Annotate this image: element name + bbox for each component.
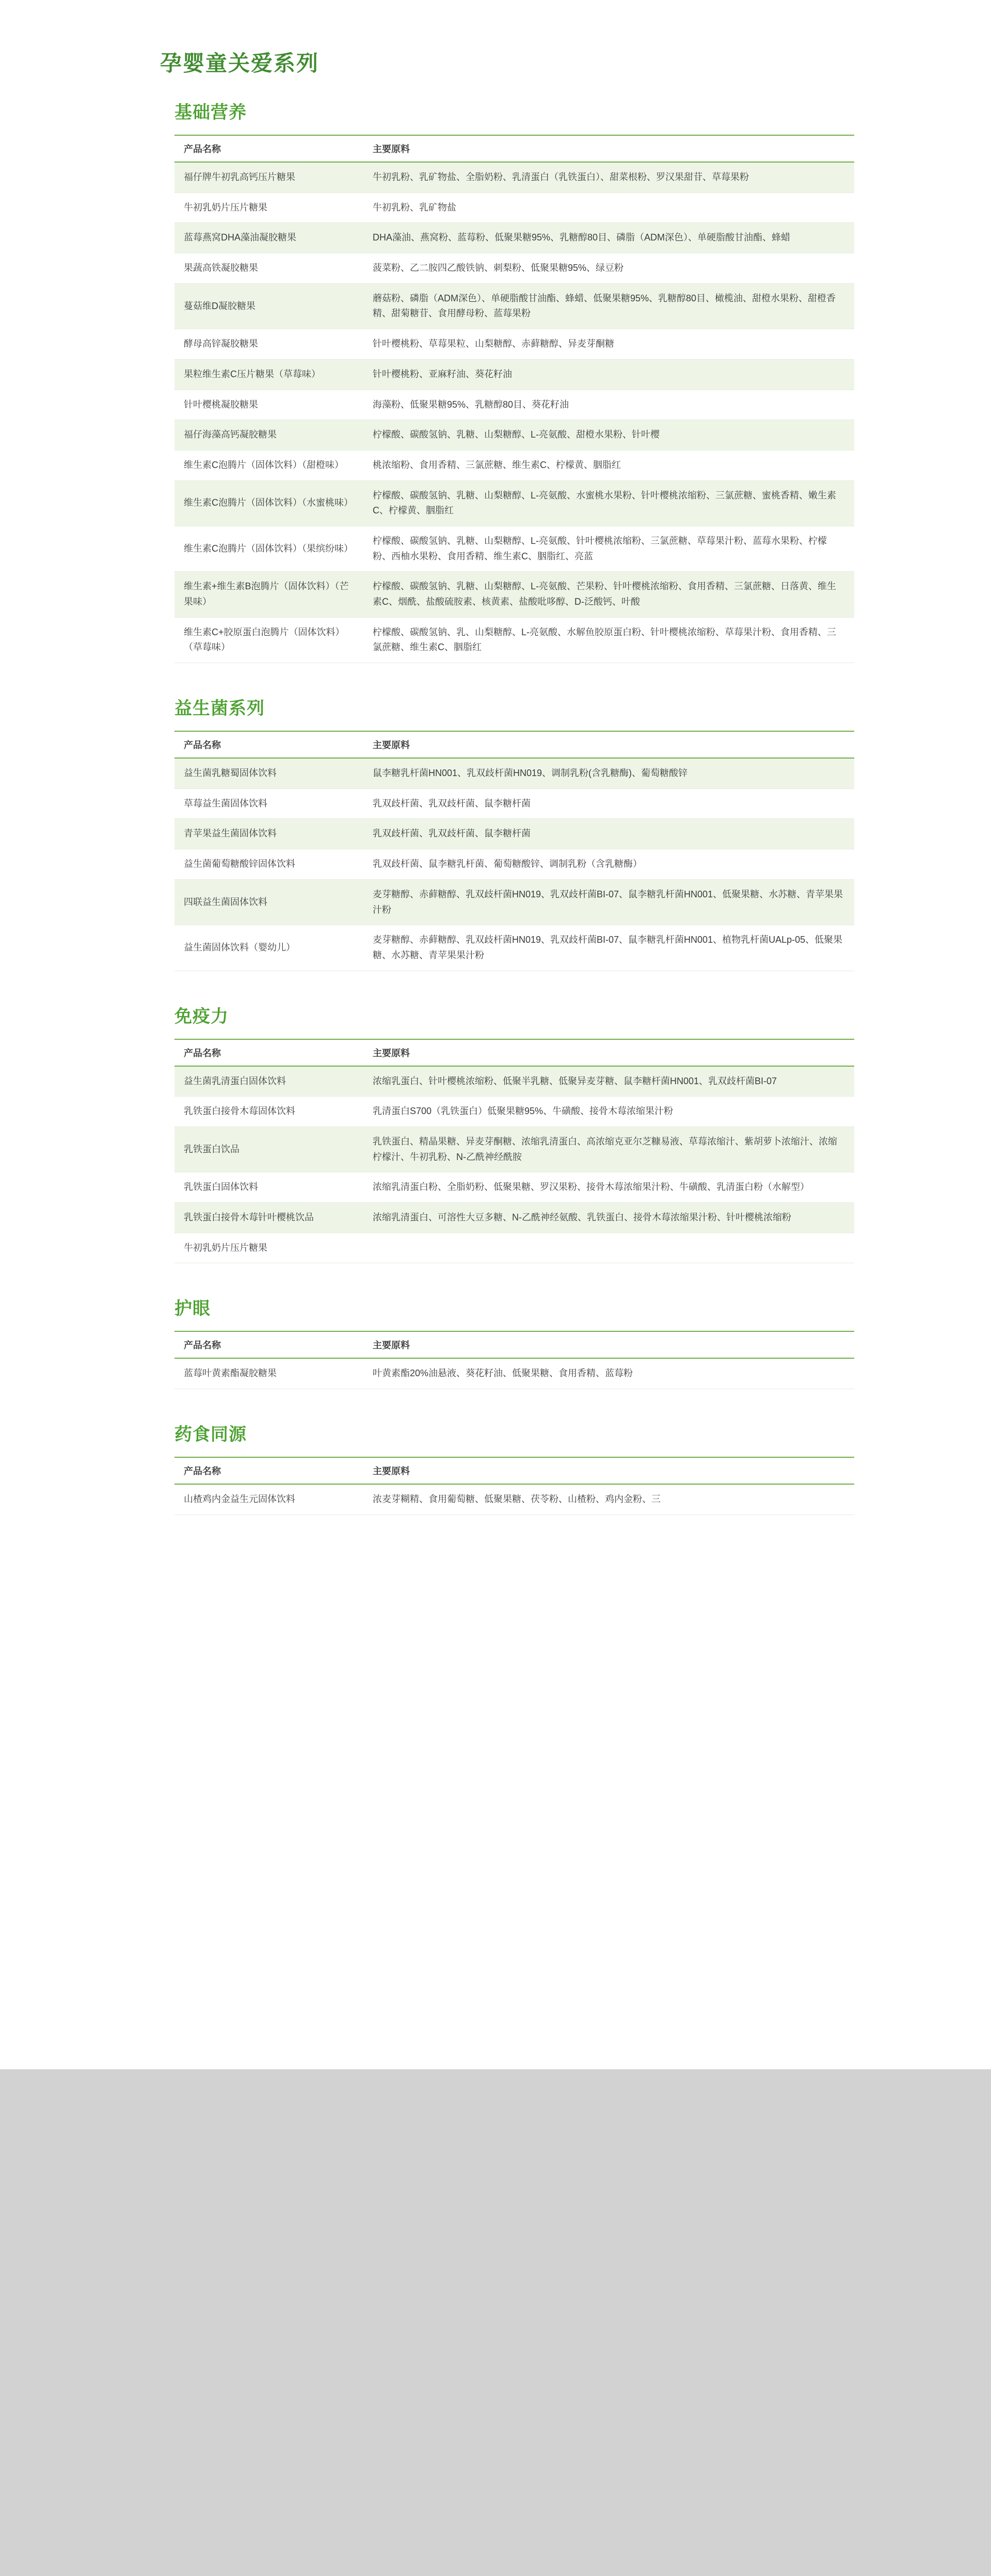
product-name: 益生菌固体饮料（婴幼儿） (174, 925, 363, 971)
product-table (174, 1457, 854, 1515)
product-ingredients: 麦芽糖醇、赤藓糖醇、乳双歧杆菌HN019、乳双歧杆菌BI-07、鼠李糖乳杆菌HN001、低聚果糖、水苏糖、青苹果果汁粉 (363, 879, 854, 925)
table-header-row (174, 1331, 854, 1358)
table-row (174, 788, 854, 819)
product-ingredients: 浓缩乳清蛋白粉、全脂奶粉、低聚果糖、罗汉果粉、接骨木莓浓缩果汁粉、牛磺酸、乳清蛋白粉（水解型） (363, 1172, 854, 1203)
page-bottom-overlay (0, 2069, 991, 2576)
table-row (174, 390, 854, 420)
product-ingredients (363, 1233, 854, 1263)
table-row (174, 819, 854, 849)
section-medicine-food (155, 1420, 836, 1515)
column-header-ingredients: 主要原料 (363, 1331, 854, 1358)
product-name: 益生菌乳糖蜀固体饮料 (174, 758, 363, 788)
product-ingredients: 桃浓缩粉、食用香精、三氯蔗糖、维生素C、柠檬黄、胭脂红 (363, 450, 854, 480)
product-name: 青苹果益生菌固体饮料 (174, 819, 363, 849)
table-header-row (174, 1457, 854, 1484)
product-ingredients: 麦芽糖醇、赤藓糖醇、乳双歧杆菌HN019、乳双歧杆菌BI-07、鼠李糖乳杆菌HN001、植物乳杆菌UALp-05、低聚果糖、水苏糖、青苹果果汁粉 (363, 925, 854, 971)
table-row (174, 1484, 854, 1515)
product-name: 果粒维生素C压片糖果（草莓味） (174, 359, 363, 390)
product-table (174, 135, 854, 663)
product-ingredients: 针叶樱桃粉、亚麻籽油、葵花籽油 (363, 359, 854, 390)
section-title: 免疫力 (174, 1006, 229, 1026)
table-row (174, 1203, 854, 1233)
table-row (174, 925, 854, 971)
product-name: 维生素C+胶原蛋白泡腾片（固体饮料）（草莓味） (174, 617, 363, 663)
table-row (174, 223, 854, 253)
table-row (174, 526, 854, 571)
product-name: 四联益生菌固体饮料 (174, 879, 363, 925)
product-ingredients: 乳双歧杆菌、乳双歧杆菌、鼠李糖杆菌 (363, 788, 854, 819)
table-row (174, 1126, 854, 1172)
product-table (174, 731, 854, 971)
table-row (174, 359, 854, 390)
table-row (174, 480, 854, 526)
product-name: 乳铁蛋白饮品 (174, 1126, 363, 1172)
section-title: 护眼 (174, 1299, 211, 1319)
product-name: 蓝莓燕窝DHA藻油凝胶糖果 (174, 223, 363, 253)
product-table (174, 1331, 854, 1389)
column-header-ingredients: 主要原料 (363, 1457, 854, 1484)
product-ingredients: 浓麦芽糊精、食用葡萄糖、低聚果糖、茯苓粉、山楂粉、鸡内金粉、三 (363, 1484, 854, 1515)
product-name: 蔓菇维D凝胶糖果 (174, 283, 363, 329)
product-name: 乳铁蛋白固体饮料 (174, 1172, 363, 1203)
product-name: 针叶樱桃凝胶糖果 (174, 390, 363, 420)
product-name: 酵母高锌凝胶糖果 (174, 329, 363, 360)
section-eye-care (155, 1294, 836, 1389)
product-ingredients: 柠檬酸、碳酸氢钠、乳糖、山梨糖醇、L-亮氨酸、甜橙水果粉、针叶樱 (363, 420, 854, 450)
product-name: 乳铁蛋白接骨木莓固体饮料 (174, 1097, 363, 1127)
product-ingredients: 乳双歧杆菌、乳双歧杆菌、鼠李糖杆菌 (363, 819, 854, 849)
product-name: 山楂鸡内金益生元固体饮料 (174, 1484, 363, 1515)
table-header-row (174, 135, 854, 162)
product-name: 维生素+维生素B泡腾片（固体饮料）（芒果味） (174, 572, 363, 617)
column-header-name: 产品名称 (174, 1457, 363, 1484)
product-ingredients: 乳铁蛋白、精晶果糖、异麦芽酮糖、浓缩乳清蛋白、高浓缩克亚尔芝糠易液、草莓浓缩汁、紫胡萝卜浓缩汁、浓缩柠檬汁、牛初乳粉、N-乙酰神经酰胺 (363, 1126, 854, 1172)
table-row (174, 283, 854, 329)
column-header-name: 产品名称 (174, 135, 363, 162)
table-row (174, 1358, 854, 1389)
section-probiotics (155, 694, 843, 971)
product-name: 福仔牌牛初乳高钙压片糖果 (174, 162, 363, 192)
section-immunity (155, 1002, 836, 1264)
table-row (174, 1233, 854, 1263)
product-name: 果蔬高铁凝胶糖果 (174, 253, 363, 284)
product-name: 牛初乳奶片压片糖果 (174, 1233, 363, 1263)
table-header-row (174, 731, 854, 758)
section-title: 基础营养 (174, 103, 247, 122)
table-row (174, 420, 854, 450)
table-row (174, 1097, 854, 1127)
product-ingredients: 柠檬酸、碳酸氢钠、乳、山梨糖醇、L-亮氨酸、水解鱼胶原蛋白粉、针叶樱桃浓缩粉、草莓果汁粉、食用香精、三氯蔗糖、维生素C、胭脂红 (363, 617, 854, 663)
table-row (174, 849, 854, 880)
section-basic-nutrition (155, 98, 836, 663)
table-row (174, 329, 854, 360)
product-name: 维生素C泡腾片（固体饮料）（水蜜桃味） (174, 480, 363, 526)
product-ingredients: 浓缩乳蛋白、针叶樱桃浓缩粉、低聚半乳糖、低聚异麦芽糖、鼠李糖杆菌HN001、乳双歧杆菌BI-07 (363, 1066, 854, 1097)
table-header-row (174, 1039, 854, 1066)
product-name: 乳铁蛋白接骨木莓针叶樱桃饮品 (174, 1203, 363, 1233)
section-title: 益生菌系列 (174, 699, 265, 719)
table-row (174, 192, 854, 223)
table-row (174, 879, 854, 925)
product-ingredients: 针叶樱桃粉、草莓果粒、山梨糖醇、赤藓糖醇、异麦芽酮糖 (363, 329, 854, 360)
column-header-ingredients: 主要原料 (363, 1039, 854, 1066)
table-row (174, 253, 854, 284)
product-ingredients: 乳清蛋白S700（乳铁蛋白）低聚果糖95%、牛磺酸、接骨木莓浓缩果汁粉 (363, 1097, 854, 1127)
table-row (174, 572, 854, 617)
column-header-name: 产品名称 (174, 1039, 363, 1066)
table-row (174, 1172, 854, 1203)
document-content (155, 46, 843, 1546)
column-header-ingredients: 主要原料 (363, 135, 854, 162)
product-ingredients: 乳双歧杆菌、鼠李糖乳杆菌、葡萄糖酸锌、调制乳粉（含乳糖酶） (363, 849, 854, 880)
column-header-ingredients: 主要原料 (363, 731, 854, 758)
product-name: 维生素C泡腾片（固体饮料）（果缤纷味） (174, 526, 363, 571)
section-title: 药食同源 (174, 1425, 247, 1445)
table-row (174, 450, 854, 480)
product-ingredients: 菠菜粉、乙二胺四乙酸铁钠、刺梨粉、低聚果糖95%、绿豆粉 (363, 253, 854, 284)
product-ingredients: 叶黄素酯20%油悬液、葵花籽油、低聚果糖、食用香精、蓝莓粉 (363, 1358, 854, 1389)
product-ingredients: DHA藻油、燕窝粉、蓝莓粉、低聚果糖95%、乳糖醇80目、磷脂（ADM深色）、单硬脂酸甘油酯、蜂蜡 (363, 223, 854, 253)
table-row (174, 758, 854, 788)
product-ingredients: 鼠李糖乳杆菌HN001、乳双歧杆菌HN019、调制乳粉(含乳糖酶)、葡萄糖酸锌 (363, 758, 854, 788)
product-ingredients: 柠檬酸、碳酸氢钠、乳糖、山梨糖醇、L-亮氨酸、水蜜桃水果粉、针叶樱桃浓缩粉、三氯蔗糖、蜜桃香精、嫩生素C、柠檬黄、胭脂红 (363, 480, 854, 526)
product-ingredients: 柠檬酸、碳酸氢钠、乳糖、山梨糖醇、L-亮氨酸、针叶樱桃浓缩粉、三氯蔗糖、草莓果汁粉、蓝莓水果粉、柠檬粉、西柚水果粉、食用香精、维生素C、胭脂红、亮蓝 (363, 526, 854, 571)
product-ingredients: 柠檬酸、碳酸氢钠、乳糖、山梨糖醇、L-亮氨酸、芒果粉、针叶樱桃浓缩粉、食用香精、三氯蔗糖、日落黄、维生素C、烟酰、盐酸硫胺素、核黄素、盐酸吡哆醇、D-泛酸钙、叶酸 (363, 572, 854, 617)
product-ingredients: 牛初乳粉、乳矿物盐、全脂奶粉、乳清蛋白（乳铁蛋白）、甜菜根粉、罗汉果甜苷、草莓果粉 (363, 162, 854, 192)
column-header-name: 产品名称 (174, 731, 363, 758)
product-name: 维生素C泡腾片（固体饮料）（甜橙味） (174, 450, 363, 480)
column-header-name: 产品名称 (174, 1331, 363, 1358)
table-row (174, 617, 854, 663)
product-name: 草莓益生菌固体饮料 (174, 788, 363, 819)
product-name: 益生菌葡萄糖酸锌固体饮料 (174, 849, 363, 880)
product-ingredients: 浓缩乳清蛋白、可溶性大豆多糖、N-乙酰神经氨酸、乳铁蛋白、接骨木莓浓缩果汁粉、针叶樱桃浓缩粉 (363, 1203, 854, 1233)
page-title: 孕婴童关爱系列 (160, 51, 319, 75)
product-name: 牛初乳奶片压片糖果 (174, 192, 363, 223)
table-row (174, 1066, 854, 1097)
product-name: 益生菌乳清蛋白固体饮料 (174, 1066, 363, 1097)
product-name: 蓝莓叶黄素酯凝胶糖果 (174, 1358, 363, 1389)
product-ingredients: 海藻粉、低聚果糖95%、乳糖醇80目、葵花籽油 (363, 390, 854, 420)
product-ingredients: 蘑菇粉、磷脂（ADM深色）、单硬脂酸甘油酯、蜂蜡、低聚果糖95%、乳糖醇80目、橄榄油、甜橙水果粉、甜橙香精、甜菊糖苷、食用酵母粉、蓝莓果粉 (363, 283, 854, 329)
product-name: 福仔海藻高钙凝胶糖果 (174, 420, 363, 450)
product-table (174, 1039, 854, 1264)
table-row (174, 162, 854, 192)
product-ingredients: 牛初乳粉、乳矿物盐 (363, 192, 854, 223)
